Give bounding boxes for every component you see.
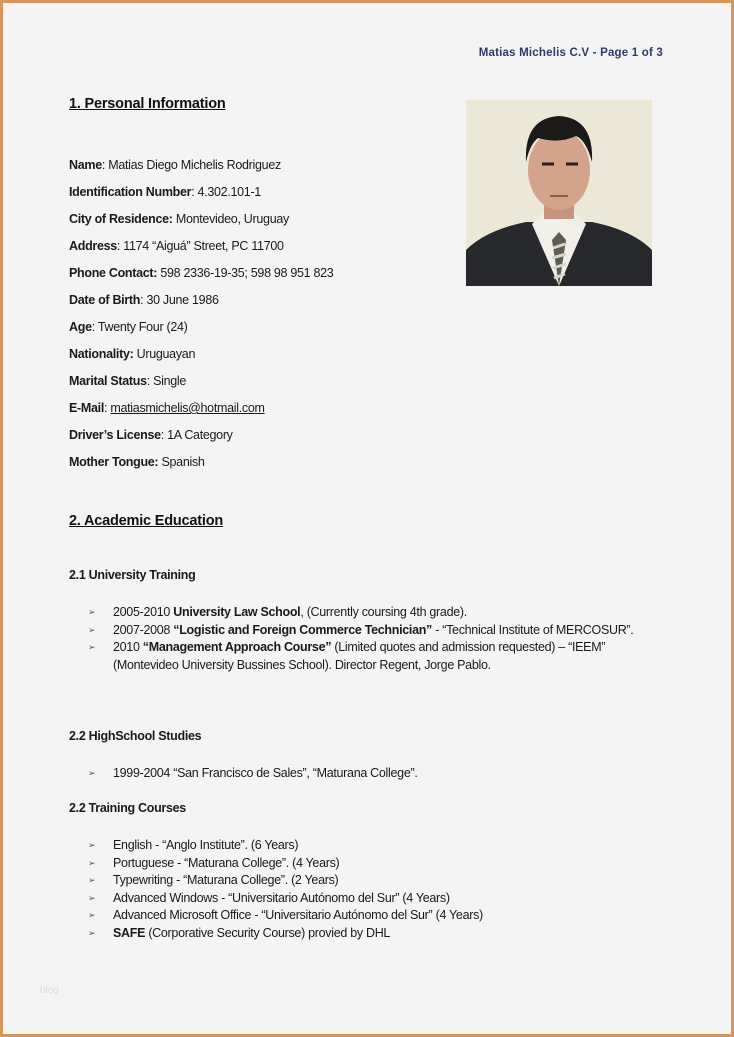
field-tongue: Mother Tongue: Spanish — [69, 455, 205, 469]
field-phone: Phone Contact: 598 2336-19-35; 598 98 951 823 — [69, 266, 334, 280]
item-pre: Portuguese - “Maturana College”. (4 Years) — [113, 855, 340, 870]
field-id-number: Identification Number: 4.302.101-1 — [69, 185, 261, 199]
item-pre: 2005-2010 — [113, 605, 174, 619]
watermark: blog — [40, 985, 59, 996]
highschool-list — [88, 765, 668, 783]
list-item — [88, 890, 668, 908]
list-item — [88, 925, 668, 943]
bullet-arrow-icon: ➢ — [88, 892, 96, 903]
section-education-title: 2. Academic Education — [69, 513, 224, 529]
item-bold: University Law School — [173, 605, 301, 619]
field-age: Age: Twenty Four (24) — [69, 320, 188, 334]
field-license: Driver’s License: 1A Category — [69, 428, 233, 442]
item-bold: “Logistic and Foreign Commerce Technician” — [173, 622, 433, 637]
list-item — [88, 639, 668, 674]
bullet-arrow-icon: ➢ — [88, 910, 96, 920]
bullet-arrow-icon: ➢ — [88, 875, 96, 885]
profile-photo — [466, 100, 652, 286]
bullet-arrow-icon: ➢ — [88, 840, 96, 850]
bullet-arrow-icon: ➢ — [88, 768, 96, 778]
field-marital: Marital Status: Single — [69, 374, 187, 388]
field-nationality: Nationality: Uruguayan — [69, 347, 196, 361]
list-item — [88, 622, 668, 640]
courses-list — [88, 837, 668, 942]
item-post: (Corporative Security Course) provied by DHL — [145, 925, 391, 940]
item-pre: Advanced Microsoft Office - “Universitario Autónomo del Sur” (4 Years) — [113, 908, 483, 922]
item-pre: 2007-2008 — [113, 622, 174, 637]
list-item — [88, 907, 668, 925]
list-item — [88, 765, 668, 783]
personal-info-list — [69, 157, 333, 481]
field-address: Address: 1174 “Aiguá” Street, PC 11700 — [69, 239, 284, 253]
university-title: 2.1 University Training — [69, 568, 196, 582]
item-pre: Typewriting - “Maturana College”. (2 Years) — [113, 873, 339, 887]
item-pre: Advanced Windows - “Universitario Autónomo del Sur” (4 Years) — [113, 890, 450, 905]
email-link[interactable]: matiasmichelis@hotmail.com — [110, 401, 265, 415]
item-post: - “Technical Institute of MERCOSUR”. — [432, 622, 634, 637]
list-item — [88, 855, 668, 873]
item-pre: 2010 — [113, 640, 143, 654]
highschool-title: 2.2 HighSchool Studies — [69, 729, 202, 743]
bullet-arrow-icon: ➢ — [88, 857, 96, 868]
item-post: (Limited quotes and admission requested) – “IEEM” (Montevideo University Bussines School). Director Regent, Jorge Pablo. — [113, 640, 606, 672]
bullet-arrow-icon: ➢ — [88, 927, 96, 938]
field-email: E-Mail: matiasmichelis@hotmail.com — [69, 401, 265, 415]
field-dob: Date of Birth: 30 June 1986 — [69, 293, 219, 307]
item-bold: “Management Approach Course” — [142, 640, 332, 654]
university-list — [88, 604, 668, 674]
field-city: City of Residence: Montevideo, Uruguay — [69, 212, 289, 226]
page-header: Matias Michelis C.V - Page 1 of 3 — [478, 47, 663, 59]
courses-title: 2.2 Training Courses — [69, 801, 186, 815]
section-personal-title: 1. Personal Information — [69, 96, 226, 112]
field-name: Name: Matias Diego Michelis Rodriguez — [69, 158, 281, 172]
item-post: , (Currently coursing 4th grade). — [300, 605, 467, 619]
item-pre: 1999-2004 “San Francisco de Sales”, “Maturana College”. — [113, 766, 418, 780]
bullet-arrow-icon: ➢ — [88, 607, 96, 617]
list-item — [88, 872, 668, 890]
list-item — [88, 604, 668, 622]
item-pre: English - “Anglo Institute”. (6 Years) — [113, 838, 299, 852]
bullet-arrow-icon: ➢ — [88, 642, 96, 652]
list-item — [88, 837, 668, 855]
bullet-arrow-icon: ➢ — [88, 624, 96, 635]
item-bold: SAFE — [113, 925, 146, 940]
